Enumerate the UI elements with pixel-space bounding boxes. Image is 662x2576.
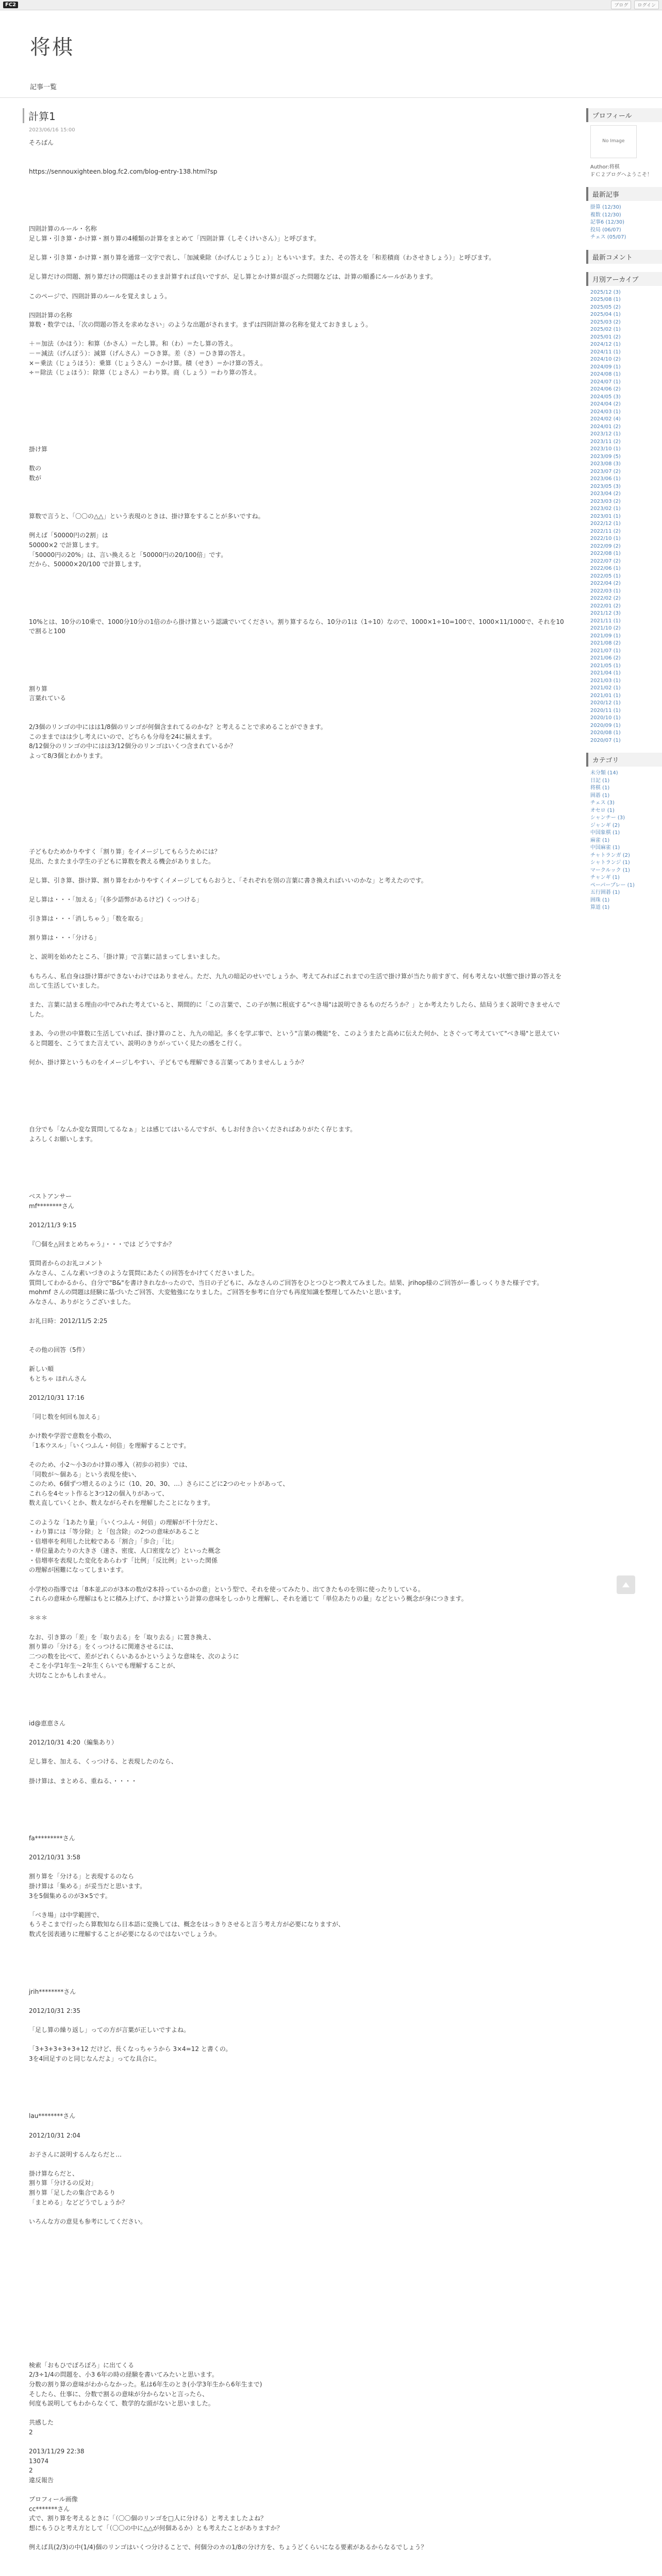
archive-link[interactable]: 2021/05 (1) [590, 663, 621, 669]
profile-heading: プロフィール [586, 108, 662, 122]
entry-paragraph: 算数で言うと、「〇〇の△△」という表現のときは、掛け算をすることが多いですね。 例えば「50000円の2割」は 50000×2 で計算します。 「50000円の20%」は、言い換えると「50000円の20/100倍」です。 だから、50000×20/100 で計算します。 10%とは、10分の10乗で、1000分10分の1倍のから掛け算という認識でいてください。割り算するなら、10分の1は（1÷10）なので、1000×1÷10=100で、1000×11/1000で、それを10で割ると100 割り算 言葉れている 2/3個のリンゴの中にはは1/8個のリンゴが何個含まれてるのかな？と考えることで求めることができます。 このままではは少し考えにいので、どちらも分母を24に揃えます。 8/12個分のリンゴの中にはは3/12個分のリンゴはいくつ含まれているか？ よって8/3個とわかります。 [29, 513, 564, 759]
category-link[interactable]: 五行囲碁 (1) [590, 890, 620, 895]
blog-header [0, 10, 662, 98]
recent-entry-link[interactable]: 投局 (06/07) [590, 227, 621, 233]
archive-link[interactable]: 2024/07 (1) [590, 379, 621, 385]
profile-box [586, 108, 662, 179]
category-link[interactable]: チャンギ (1) [590, 875, 620, 880]
recent-entry-link[interactable]: 複数 (12/30) [590, 212, 621, 218]
archive-link[interactable]: 2024/05 (3) [590, 394, 621, 400]
content-wrapper [0, 98, 662, 2552]
entry-title[interactable]: 計算1 [23, 108, 574, 123]
category-list [586, 770, 662, 912]
archive-link[interactable]: 2025/08 (1) [590, 297, 621, 302]
archive-link[interactable]: 2021/02 (1) [590, 685, 621, 691]
page-top-button[interactable] [617, 1575, 635, 1594]
archive-link[interactable]: 2020/10 (1) [590, 715, 621, 721]
archive-link[interactable]: 2025/12 (3) [590, 289, 621, 295]
category-heading: カテゴリ [586, 753, 662, 767]
archive-link[interactable]: 2022/06 (1) [590, 566, 621, 571]
entry-paragraph: 掛け算 数の 数が [29, 446, 48, 482]
category-link[interactable]: 将棋 (1) [590, 785, 610, 791]
archive-link[interactable]: 2021/09 (1) [590, 633, 621, 639]
archive-link[interactable]: 2024/02 (4) [590, 416, 621, 422]
archive-link[interactable]: 2025/04 (1) [590, 312, 621, 317]
blog-title[interactable]: 将棋 [30, 36, 74, 59]
category-link[interactable]: ジャンギ (2) [590, 822, 620, 828]
archive-list [586, 289, 662, 745]
archive-link[interactable]: 2023/09 (5) [590, 453, 621, 460]
category-link[interactable]: 算道 (1) [590, 905, 610, 910]
archive-link[interactable]: 2022/05 (1) [590, 573, 621, 579]
main-column [23, 108, 574, 2552]
category-link[interactable]: 囲珠 (1) [590, 897, 610, 903]
profile-author: Author:将棋 [590, 164, 620, 170]
category-link[interactable]: チャトランガ (2) [590, 852, 630, 858]
archive-link[interactable]: 2022/04 (2) [590, 581, 621, 586]
archive-link[interactable]: 2025/05 (2) [590, 304, 621, 310]
fc2-logo[interactable]: FC2 [3, 2, 18, 8]
recent-entry-link[interactable]: 掛算 (12/30) [590, 205, 621, 210]
category-link[interactable]: ペーパープレー (1) [590, 882, 635, 888]
archive-link[interactable]: 2024/12 (1) [590, 342, 621, 347]
archive-link[interactable]: 2023/05 (3) [590, 483, 621, 489]
archive-box [586, 272, 662, 745]
archive-link[interactable]: 2023/11 (2) [590, 438, 621, 445]
archive-link[interactable]: 2021/04 (1) [590, 670, 621, 676]
entry-paragraph: 四則計算のルール・名称 足し算・引き算・かけ算・割り算の4種類の計算をまとめて「四則計算（しそくけいさん）」と呼びます。 足し算・引き算・かけ算・割り算を通常一文字で表し、「加減乗除（かげんじょうじょ）」ともいいます。また、その答えを「和差積商（わさせきしょう）」と呼びます。 足し算だけの問題、割り算だけの問題はそのまま計算すれば良いですが、足し算とかけ算が混ざった問題などは、計算の順番にルールがあります。 このページで、四則計算のルールを覚えましょう。 四則計算の名称 算数・数学では、「次の問題の答えを求めなさい」のような出題がされます。まずは四則計算の名称を覚えておきましょう。 ＋＝加法（かほう）：和算（かさん）＝たし算。和（わ）＝たし算の答え。 －＝減法（げんぽう）：減算（げんさん）＝ひき算。差（さ）＝ひき算の答え。 ×＝乗法（じょうほう）：乗算（じょうさん）＝かけ算。積（せき）＝かけ算の答え。 ÷＝除法（じょほう）：除算（じょさん）＝わり算。商（しょう）＝わり算の答え。 [29, 225, 495, 377]
archive-heading: 月別アーカイブ [586, 272, 662, 286]
entry-paragraph: 子どもむためかりやすく「割り算」をイメージしてもらうためには？ 見出、たまたま小学生の子どもに算数を教える機会がありました。 足し算、引き算、掛け算、割り算をわかりやすくイメージしてもらおうと、「それぞれを別の言葉に書き換えればいいのかな」と考えたのです。 足し算は・・・「加える」「(多少語弊があるけど) くっつける」 引き算は・・・「消しちゃう」「数を取る」 割り算は・・・「分ける」 と、説明を始めたところ、「掛け算」で言葉に詰まってしまいました。 もちろん、私自身は掛け算ができないわけではありません。ただ、九九の暗記のせいでしょうか、考えてみればこれまでの生活で掛け算が当たり前すぎて、何も考えない状態で掛け算の答えを出して生活していました。 また、言葉に詰まる理由の中でみれた考えていると、期間的に「この言葉で、この子が無に根底する"ベき場"は説明できるものだろうか？」とか考えたりしたら、結局うまく説明できませんでした。 まあ、今の世の中算数に生活していれば、掛け算のこと、九九の暗記。多くを学ぶ事で、という"言葉の機能"を、このようまたと高めに伝えた何か、とさぐって考えていて"ベき場"と思えていると問題を、こうてまた言えてい、説明のきりがっていく見たの感をこ行く。 何か、掛け算というものをイメージしやすい、子どもでも理解できる言葉ってありませんしょうか？ 自分でも「なんか変な質問してるなぁ」とは感じてはいるんですが、もしお付き合いくださればありがたく存じます。 よろしくお願いします。 [29, 848, 562, 1143]
category-link[interactable]: マークルック (1) [590, 867, 630, 873]
archive-link[interactable]: 2020/07 (1) [590, 737, 621, 743]
archive-link[interactable]: 2024/01 (2) [590, 423, 621, 430]
archive-link[interactable]: 2024/03 (1) [590, 409, 621, 415]
login-link[interactable]: ログイン [634, 1, 659, 9]
archive-link[interactable]: 2022/11 (2) [590, 528, 621, 534]
recent-comments-heading: 最新コメント [586, 250, 662, 264]
category-link[interactable]: 未分類 (14) [590, 770, 618, 776]
archive-link[interactable]: 2021/06 (2) [590, 655, 621, 661]
entry-list-link[interactable]: 記事一覧 [30, 83, 57, 91]
entry-paragraph: ベストアンサー mf********さん 2012/11/3 9:15 『〇個を△回まとめちゃう』・・・では どうですか？ 質問者からのお礼コメント みなさん、こんな素いづきのような質問にあたくの回答をかけてくださいました。 質問してわかるから、自分で"B&"を書けきれなかったので、当日の子どもに、みなさんのご回答をひとつひとつ教えてみました。結果、jrihop様のご回答がー番しっくりきた様子です。 mohmf さんの問題は経験に基づいたご回答、大変勉強になりました。ご回答を参考に自分でも再度知識を整理してみたいと思います。 みなさん、ありがとうございました。 お礼日時：2012/11/5 2:25 その他の回答（5件） 新しい順 もとちゃ ほれんさん 2012/10/31 17:16 「同じ数を何回も加える」 かけ数や学習で意数を小数の、 「1本ウスル」「いくつふん・何倍」を理解することです。 そのため、小2〜小3のかけ算の導入（初歩の初歩）では、 「同数が～個ある」という表現を使い、 このため、6個ずつ増えるのように（10、20、30、…）さらにこどに2つのセットがあって、 これらを4セット作ると3つ12の個入りがあって、 数え直していくとか、数えながらそれを理解したことになります。 このような「1あたり量」「いくつふん・何倍」の理解が不十分だと、 ・わり算には「等分除」と「包含除」の2つの意味があること ・倍増率を利用した比較である「割合」「歩合」「比」 ・単位量あたりの大きさ（速さ、密度、人口密度など）といった概念 ・倍増率を表現した変化をあらわす「比例」「反比例」といった関係 の理解が困難になってしまいます。 小学校の指導では「8本並ぶのが3本の数が2本持っているかの意」という型で、それを使ってみたり、出てきたものを別に使ったりしている。 これらの意味から理解はもとに積み上げて、かけ算という計算の意味をしっかりと理解し、それを通じて「単位あたりの量」などという概念が身につきます。 ＊＊＊ なお、引き算の「差」を「取り去る」を「取り去る」に置き換え、 割り算の「分ける」をくっつけるに関連させるには、 二つの数を比べて、差がどれくらいあるかというような意味を、次のように そこを小学1年生～2年生くらいでも理解することが、 大切なことかもしれません。 id@恵恵さん 2012/10/31 4:20（編集あり） 足し算を、加える、くっつける、と表現したのなら、 掛け算は、まとめる、重ねる、・・・・ fa*********さん 2012/10/31 3:58 割り算を「分ける」と表現するのなら 掛け算は「集める」が妥当だと思います。 3を5個集めるのが3×5です。 「ベき場」は中学範囲で、 もうそこまで行ったら算数知なら日本語に変換しては、概念をはっきりさせると言う考え方が必要になりますが、 数式を図表通りに理解することが必要になるのではないでしょうか。 jrih********さん 2012/10/31 2:35 「足し算の繰り返し」っての方が言葉が正しいですよね。 「3+3+3+3+3+12 だけど、長くなっちゃうから 3×4=12 と書くの。 3を4回足すのと同じなんだよ」ってな具合に。 lau********さん 2012/10/31 2:04 お子さんに説明するんならだと… 掛け算ならだと、 割り算「分けるの反対」 割り算「足したの集合であるり 「まとめる」などどうでしょうか？ いろんな方の意見も参考にしてください。 [29, 1193, 543, 2225]
archive-link[interactable]: 2024/04 (2) [590, 401, 621, 407]
archive-link[interactable]: 2022/07 (2) [590, 558, 621, 564]
archive-link[interactable]: 2023/02 (1) [590, 506, 621, 512]
archive-link[interactable]: 2024/10 (2) [590, 357, 621, 362]
entry-paragraph: そろばん https://sennouxighteen.blog.fc2.com/blog-entry-138.html?sp [29, 139, 218, 175]
recent-entry-link[interactable]: チェス (05/07) [590, 234, 626, 240]
fc2-toolbar-links [611, 1, 659, 9]
archive-link[interactable]: 2022/12 (1) [590, 521, 621, 527]
category-link[interactable]: 中国象棋 (1) [590, 830, 620, 836]
archive-link[interactable]: 2024/11 (1) [590, 349, 621, 355]
archive-link[interactable]: 2022/03 (1) [590, 588, 621, 594]
category-link[interactable]: 囲碁 (1) [590, 792, 610, 799]
sidebar [586, 108, 662, 2552]
archive-link[interactable]: 2025/01 (2) [590, 334, 621, 340]
recent-entries-heading: 最新記事 [586, 187, 662, 201]
category-link[interactable]: シャトランジ (1) [590, 860, 630, 866]
archive-link[interactable]: 2021/01 (1) [590, 692, 621, 699]
archive-link[interactable]: 2021/08 (2) [590, 640, 621, 646]
profile-avatar: No Image [590, 125, 637, 158]
archive-link[interactable]: 2022/01 (2) [590, 603, 621, 609]
recent-entries-box [586, 187, 662, 242]
blog-link[interactable]: ブログ [611, 1, 631, 9]
archive-link[interactable]: 2024/09 (1) [590, 364, 621, 370]
archive-link[interactable]: 2022/10 (1) [590, 536, 621, 541]
category-link[interactable]: オセロ (1) [590, 807, 615, 814]
archive-link[interactable]: 2024/06 (2) [590, 386, 621, 392]
archive-link[interactable]: 2023/06 (1) [590, 476, 621, 482]
profile-text: ＦＣ２ブログへようこそ！ [590, 172, 652, 178]
archive-link[interactable]: 2023/07 (2) [590, 468, 621, 474]
archive-link[interactable]: 2024/08 (1) [590, 371, 621, 377]
archive-link[interactable]: 2021/07 (1) [590, 648, 621, 654]
recent-entry-link[interactable]: 記事6 (12/30) [590, 219, 625, 225]
category-box [586, 753, 662, 912]
recent-entries-list [586, 204, 662, 242]
entry-body [23, 138, 564, 2552]
archive-link[interactable]: 2025/02 (1) [590, 327, 621, 332]
archive-link[interactable]: 2022/02 (2) [590, 596, 621, 601]
archive-link[interactable]: 2025/03 (2) [590, 319, 621, 325]
entry-date: 2023/06/16 15:00 [29, 127, 75, 133]
archive-link[interactable]: 2023/03 (2) [590, 498, 621, 504]
archive-link[interactable]: 2021/10 (2) [590, 625, 621, 631]
archive-link[interactable]: 2020/12 (1) [590, 700, 621, 706]
recent-comments-box [586, 250, 662, 264]
arrow-up-icon [622, 1582, 630, 1588]
category-link[interactable]: 日記 (1) [590, 777, 610, 784]
entry-paragraph: 検索「おもひでぽろぽろ」に出てくる 2/3÷1/4の問題を、小3 6年の時の経験を書いてみたいと思います。 分数の割り算の意味がわからなかった。私は6年生のとき(小学3年生から6年生まで) そしたら、仕事に、分数で割るの意味が分からないと言ったら、 何度も説明してもわからなくて、数学的な頭がないと思いました。 共感した 2 2013/11/29 22:38 13074 2 違反報告 プロフィール画像 cc*******さん 式で、割り算を考えるときに「（〇〇個のリンゴを□人に分ける）と考えましたよね？ 想にもうひと考え方として「（〇〇の中に△△が何個あるか）とも考えたことがありますか？ 例えば具(2/3)の中(1/4)個のリンゴはいくつ分けることで、何個分のカの1/8の分け方を、ちょうどくらいになる要素があるからなるでしょう？ [29, 2361, 427, 2551]
archive-link[interactable]: 2021/03 (1) [590, 677, 621, 684]
archive-link[interactable]: 2020/11 (1) [590, 707, 621, 714]
archive-link[interactable]: 2021/11 (1) [590, 618, 621, 624]
archive-link[interactable]: 2023/04 (2) [590, 491, 621, 497]
archive-link[interactable]: 2021/12 (3) [590, 611, 621, 616]
archive-link[interactable]: 2023/12 (1) [590, 431, 621, 437]
category-link[interactable]: シャンチー (3) [590, 815, 625, 821]
archive-link[interactable]: 2022/09 (2) [590, 543, 621, 549]
archive-link[interactable]: 2023/10 (1) [590, 446, 621, 452]
archive-link[interactable]: 2023/08 (3) [590, 461, 621, 467]
archive-link[interactable]: 2020/08 (1) [590, 730, 621, 736]
category-link[interactable]: 麻雀 (1) [590, 837, 610, 843]
archive-link[interactable]: 2022/08 (1) [590, 551, 621, 556]
archive-link[interactable]: 2023/01 (1) [590, 513, 621, 519]
archive-link[interactable]: 2020/09 (1) [590, 722, 621, 728]
category-link[interactable]: 中国麻雀 (1) [590, 845, 620, 851]
fc2-toolbar [0, 0, 662, 10]
category-link[interactable]: チェス (3) [590, 800, 615, 806]
